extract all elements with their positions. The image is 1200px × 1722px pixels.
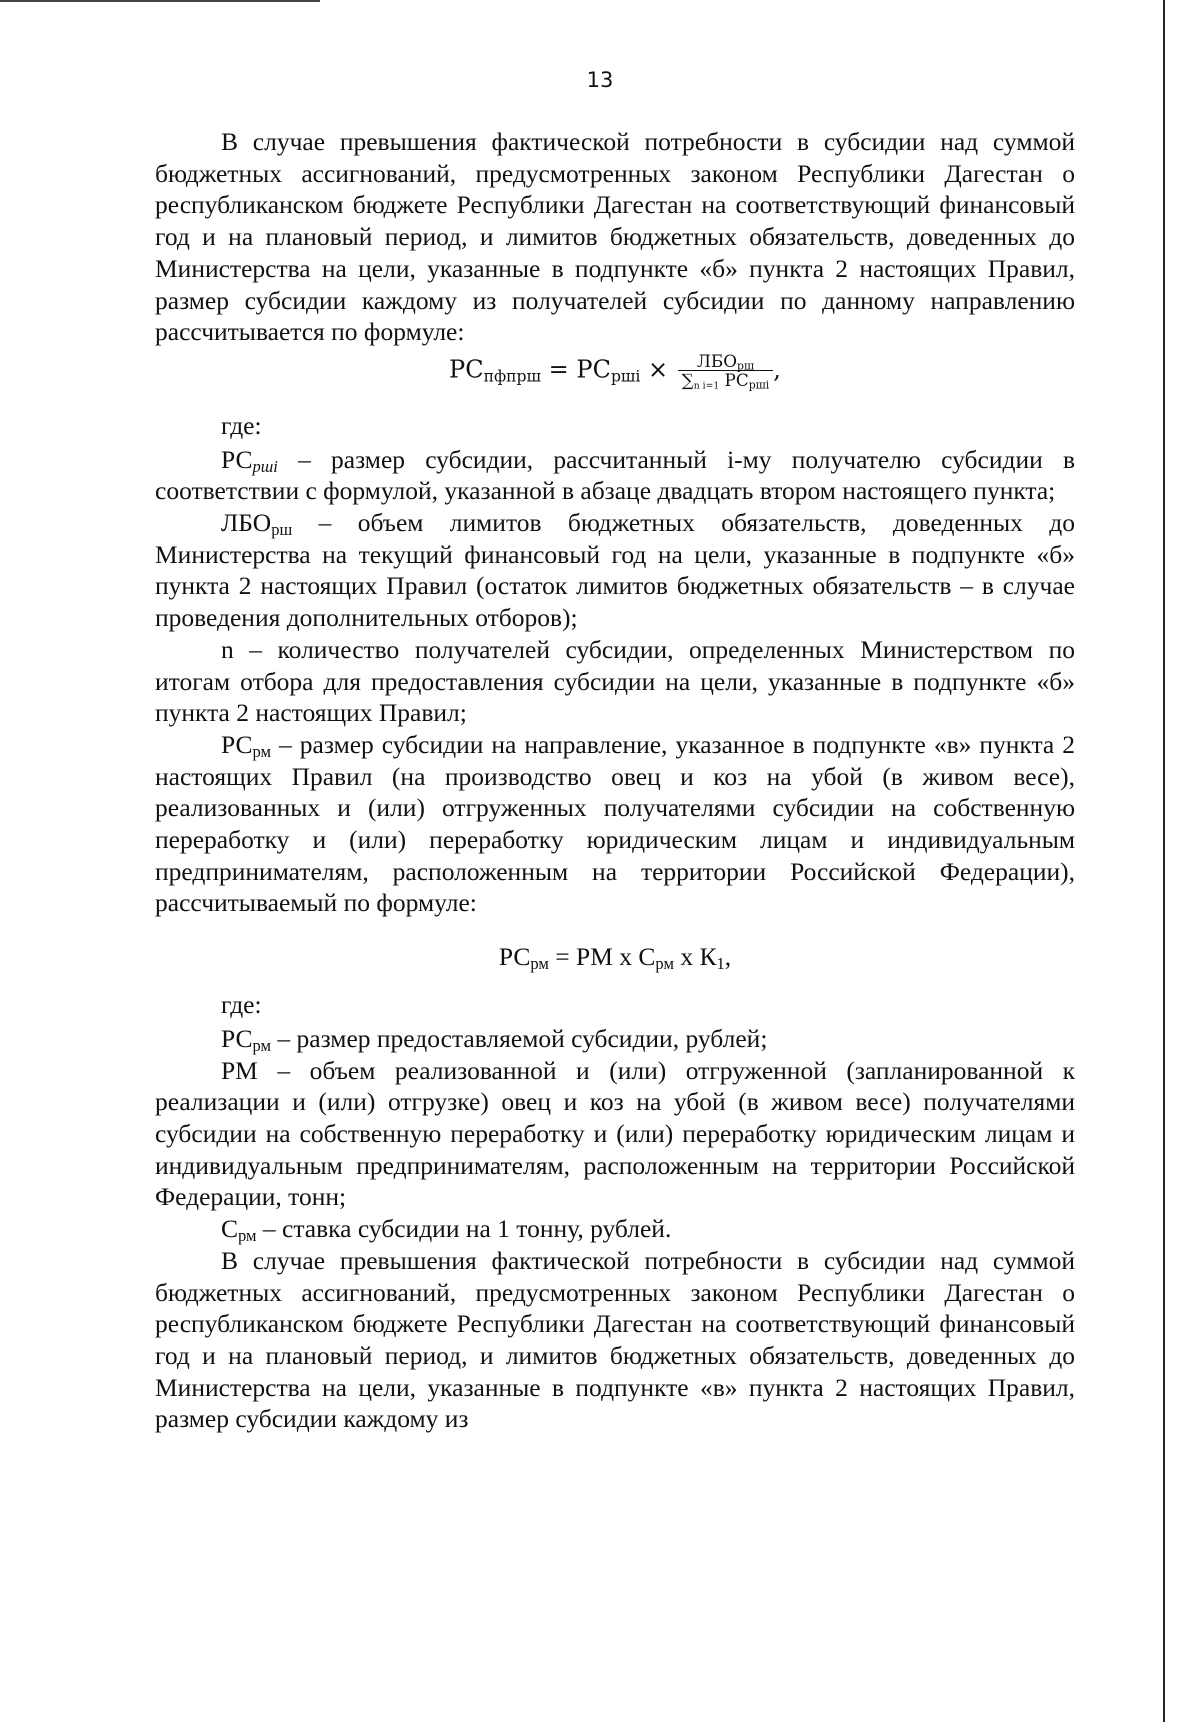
def1-text: – размер субсидии, рассчитанный i-му получателю субсидии в соответствии с формулой, указанной в абзаце двадцать втором настоящего пункта; bbox=[155, 444, 1075, 506]
where-label-1: где: bbox=[221, 410, 262, 440]
formula-1-numerator bbox=[678, 352, 774, 371]
scan-edge-line bbox=[0, 0, 320, 2]
def5-sub: рм bbox=[252, 1036, 272, 1056]
definition-rs-rshi bbox=[155, 444, 1075, 507]
def2-sub: рш bbox=[271, 520, 293, 540]
formula-1-lhs-sub: пфпрш bbox=[483, 367, 542, 386]
def5-symbol: РС bbox=[221, 1023, 253, 1053]
formula-1-eq: = bbox=[541, 355, 577, 384]
intro-paragraph: В случае превышения фактической потребности в субсидии над суммой бюджетных ассигнований, предусмотренных законом Республики Дагестан о республиканском бюджете Республики Дагестан на соответствующий финансовый год и на плановый период, и лимитов бюджетных обязательств, доведенных до Министерства на цели, указанные в подпункте «б» пункта 2 настоящих Правил, размер субсидии каждому из получателей субсидии по данному направлению рассчитывается по формуле: bbox=[155, 127, 1075, 347]
document-body bbox=[155, 126, 1075, 1435]
def7-text: – ставка субсидии на 1 тонну, рублей. bbox=[256, 1214, 672, 1244]
def4-text: – размер субсидии на направление, указанное в подпункте «в» пункта 2 настоящих Правил (на производство овец и коз на убой (в живом весе), реализованных и (или) отгруженных получателями субсидии на собственную переработку и (или) переработку юридическим лицам и индивидуальным предпринимателям, расположенным на территории Российской Федерации), рассчитываемый по формуле: bbox=[155, 729, 1075, 918]
formula-2 bbox=[155, 941, 1075, 981]
formula-1-fraction bbox=[678, 350, 774, 393]
closing-paragraph: В случае превышения фактической потребности в субсидии над суммой бюджетных ассигнований, предусмотренных законом Республики Дагестан о республиканском бюджете Республики Дагестан на соответствующий финансовый год и на плановый период, и лимитов бюджетных обязательств, доведенных до Министерства на цели, указанные в подпункте «в» пункта 2 настоящих Правил, размер субсидии каждому из bbox=[155, 1245, 1075, 1434]
def4-sub: рм bbox=[252, 742, 272, 762]
formula-2-a: РС bbox=[498, 942, 531, 972]
definition-lbo bbox=[155, 507, 1075, 634]
scan-margin-line bbox=[1163, 0, 1165, 1722]
definition-rs-rm-2 bbox=[155, 1023, 1075, 1055]
formula-2-b: = РМ х С bbox=[548, 942, 656, 972]
def5-text: – размер предоставляемой субсидии, рублей; bbox=[271, 1023, 768, 1053]
definition-s-rm bbox=[155, 1213, 1075, 1245]
formula-1-denominator bbox=[678, 370, 774, 393]
formula-1-lhs: РС bbox=[449, 355, 484, 384]
formula-1-comma: , bbox=[773, 355, 781, 384]
def2-symbol: ЛБО bbox=[221, 508, 272, 538]
def1-symbol: РС bbox=[221, 444, 253, 474]
formula-1 bbox=[155, 352, 1075, 402]
formula-1-times: × bbox=[640, 355, 676, 384]
sum-symbol: ∑ bbox=[681, 370, 694, 391]
def7-symbol: С bbox=[221, 1214, 239, 1244]
formula-2-b-sub: рм bbox=[655, 954, 674, 974]
sum-limits: n i=1 bbox=[693, 380, 720, 392]
def4-symbol: РС bbox=[221, 729, 253, 759]
numerator-symbol: ЛБО bbox=[696, 350, 738, 371]
formula-1-rhs-sub: рші bbox=[610, 367, 641, 386]
where-label-2: где: bbox=[221, 990, 262, 1020]
definition-rs-rm bbox=[155, 729, 1075, 919]
denominator-sub: рші bbox=[748, 379, 770, 393]
def1-sub: ршi bbox=[252, 456, 278, 476]
formula-1-rhs: РС bbox=[576, 355, 611, 384]
page-number: 13 bbox=[586, 68, 614, 92]
numerator-sub: рш bbox=[737, 359, 755, 373]
definition-rm: РМ – объем реализованной и (или) отгруженной (запланированной к реализации и (или) отгрузке) овец и коз на убой (в живом весе) получателями субсидии на собственную переработку и (или) переработку юридическим лицам и индивидуальным предпринимателям, расположенным на территории Российской Федерации, тонн; bbox=[155, 1055, 1075, 1212]
def7-sub: рм bbox=[238, 1226, 257, 1246]
formula-2-a-sub: рм bbox=[530, 954, 549, 974]
formula-2-c-sub: 1 bbox=[716, 954, 725, 974]
def2-text: – объем лимитов бюджетных обязательств, доведенных до Министерства на текущий финансовый год на цели, указанные в подпункте «б» пункта 2 настоящих Правил (остаток лимитов бюджетных обязательств – в случае проведения дополнительных отборов); bbox=[155, 508, 1075, 633]
formula-2-c: х К bbox=[673, 942, 717, 972]
definition-n: n – количество получателей субсидии, определенных Министерством по итогам отбора для предоставления субсидии на цели, указанные в подпункте «б» пункта 2 настоящих Правил; bbox=[155, 634, 1075, 728]
formula-2-comma: , bbox=[724, 942, 732, 972]
denominator-symbol: РС bbox=[719, 370, 749, 391]
